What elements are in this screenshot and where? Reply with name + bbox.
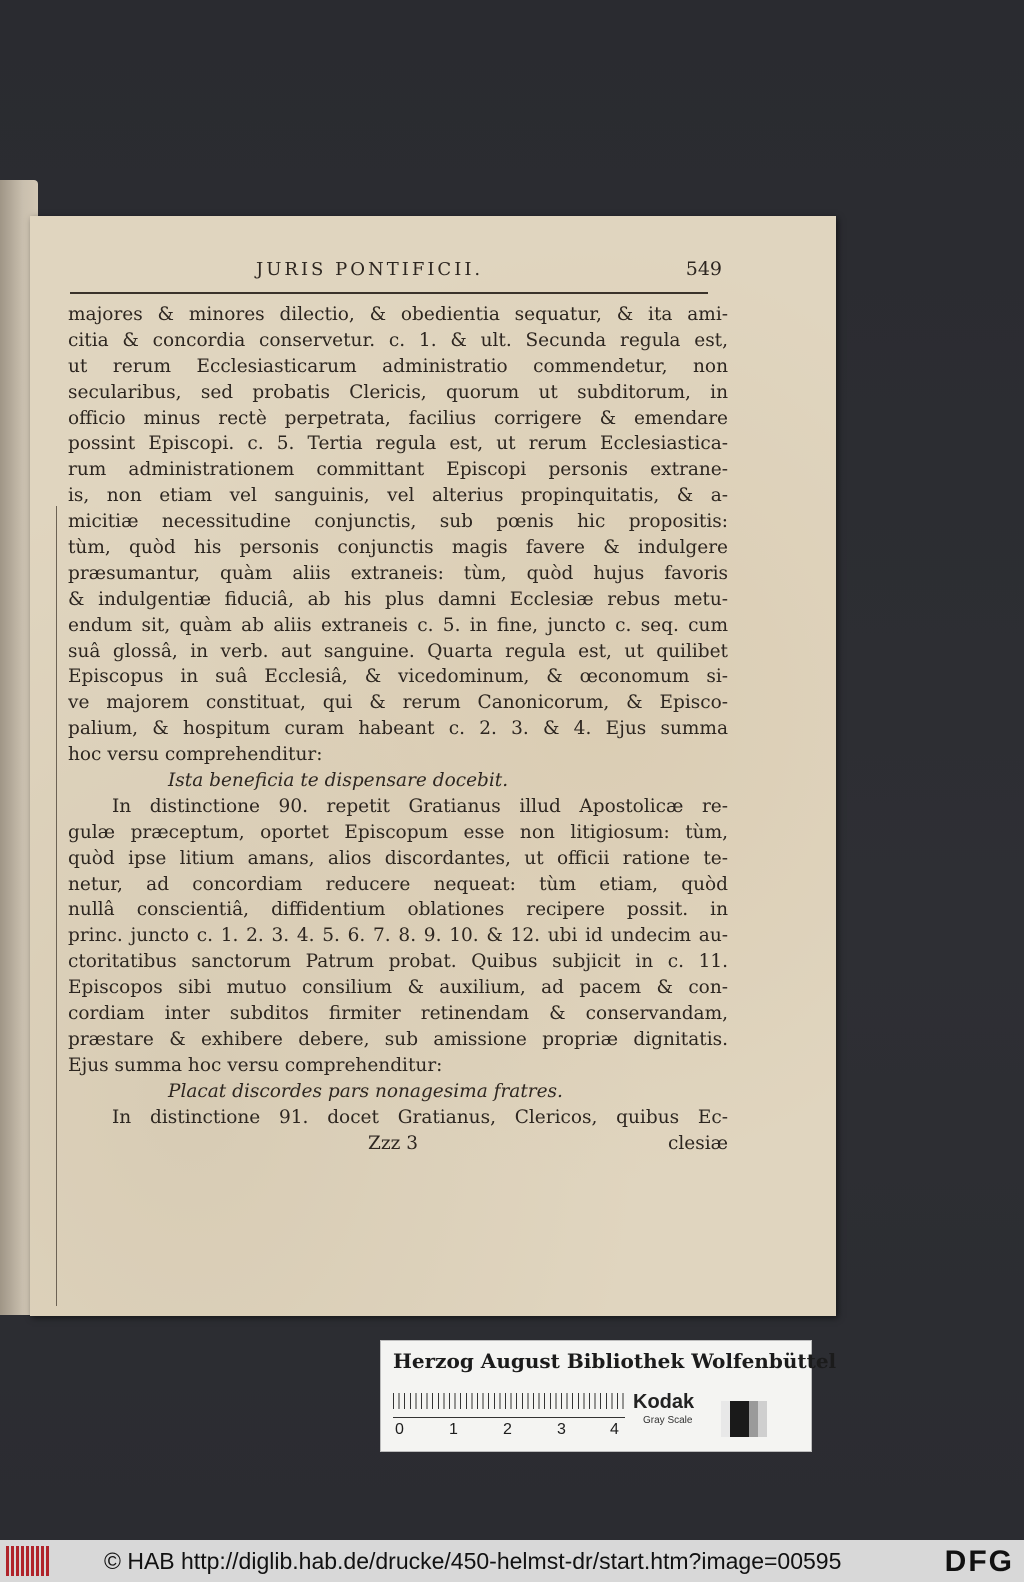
gutter-line xyxy=(56,506,57,1306)
text-line: hoc versu comprehenditur: xyxy=(68,744,323,766)
page-number: 549 xyxy=(685,258,722,280)
text-line: præstare & exhibere debere, sub amissione propriæ dignitatis. xyxy=(68,1028,728,1050)
text-line: In distinctione 91. docet Gratianus, Clericos, quibus Ec- xyxy=(112,1106,728,1128)
text-line: ctoritatibus sanctorum Patrum probat. Quibus subjicit in c. 11. xyxy=(68,951,728,973)
page-footer-line xyxy=(68,1131,728,1157)
book-page xyxy=(30,216,836,1316)
text-lines xyxy=(68,302,728,1131)
text-line: citia & concordia conservetur. c. 1. & ult. Secunda regula est, xyxy=(68,329,728,351)
kodak-subtitle: Gray Scale xyxy=(643,1415,693,1426)
signature-mark: Zzz 3 xyxy=(368,1132,418,1154)
text-line: Episcopus in suâ Ecclesiâ, & vicedominum, & œconomum si- xyxy=(68,666,728,688)
kodak-logo: Kodak xyxy=(633,1391,695,1413)
text-line: ut rerum Ecclesiasticarum administratio commendetur, non xyxy=(68,355,728,377)
page-header xyxy=(68,258,728,288)
text-line: Episcopos sibi mutuo consilium & auxilium, ad pacem & con- xyxy=(68,977,728,999)
text-line: In distinctione 90. repetit Gratianus illud Apostolicæ re- xyxy=(112,795,728,817)
text-line: ve majorem constituat, qui & rerum Canonicorum, & Episco- xyxy=(68,692,728,714)
text-line: princ. juncto c. 1. 2. 3. 4. 5. 6. 7. 8. 9. 10. & 12. ubi id undecim au- xyxy=(68,925,728,947)
text-line: suâ glossâ, in verb. aut sanguine. Quarta regula est, ut quilibet xyxy=(68,640,728,662)
footer-bar xyxy=(0,1540,1024,1582)
text-line: gulæ præceptum, oportet Episcopum esse non litigiosum: tùm, xyxy=(68,821,728,843)
verse-line: Placat discordes pars nonagesima fratres. xyxy=(168,1080,563,1102)
text-line: Ejus summa hoc versu comprehenditur: xyxy=(68,1054,443,1076)
running-head: JURIS PONTIFICII. xyxy=(256,259,484,280)
text-line: netur, ad concordiam reducere nequeat: tùm etiam, quòd xyxy=(68,873,728,895)
dfg-logo: DFG xyxy=(944,1545,1014,1578)
ruler-number: 4 xyxy=(610,1421,619,1438)
verse-line: Ista beneficia te dispensare docebit. xyxy=(168,770,509,792)
hab-barcode-icon xyxy=(6,1546,50,1576)
text-line: secularibus, sed probatis Clericis, quorum ut subditorum, in xyxy=(68,381,728,403)
ruler-numbers xyxy=(381,1421,631,1441)
text-line: & indulgentiæ fiduciâ, ab his plus damni Ecclesiæ rebus metu- xyxy=(68,588,728,610)
page-text-block xyxy=(68,258,728,1157)
footer-copyright-link[interactable]: © HAB http://diglib.hab.de/drucke/450-helmst-dr/start.htm?image=00595 xyxy=(104,1547,842,1574)
text-line: officio minus rectè perpetrata, facilius corrigere & emendare xyxy=(68,407,728,429)
text-line: is, non etiam vel sanguinis, vel alterius propinquitatis, & a- xyxy=(68,485,728,507)
text-line: rum administrationem committant Episcopi personis extrane- xyxy=(68,459,728,481)
library-name: Herzog August Bibliothek Wolfenbüttel xyxy=(393,1349,837,1373)
catchword: clesiæ xyxy=(667,1132,728,1154)
library-label-card xyxy=(380,1340,837,1452)
text-line: majores & minores dilectio, & obedientia sequatur, & ita ami- xyxy=(68,304,728,325)
header-rule xyxy=(70,292,708,294)
text-line: quòd ipse litium amans, alios discordantes, ut officii ratione te- xyxy=(68,847,728,869)
ruler-number: 3 xyxy=(557,1421,566,1438)
text-line: tùm, quòd his personis conjunctis magis favere & indulgere xyxy=(68,537,728,559)
ruler-baseline xyxy=(393,1417,625,1418)
text-line: endum sit, quàm ab aliis extraneis c. 5. in fine, juncto c. seq. cum xyxy=(68,614,728,636)
ruler-ticks xyxy=(393,1393,625,1417)
text-line: nullâ conscientiâ, diffidentium oblationes recipere possit. in xyxy=(68,899,728,921)
text-line: possint Episcopi. c. 5. Tertia regula est, ut rerum Ecclesiastica- xyxy=(68,433,728,455)
ruler-number: 0 xyxy=(395,1421,404,1438)
ruler-number: 1 xyxy=(449,1421,458,1438)
ruler-number: 2 xyxy=(503,1421,512,1438)
text-line: cordiam inter subditos firmiter retinendam & conservandam, xyxy=(68,1003,728,1025)
text-line: palium, & hospitum curam habeant c. 2. 3. & 4. Ejus summa xyxy=(68,718,728,740)
scale-ruler xyxy=(393,1393,625,1423)
gray-scale-patch xyxy=(721,1401,767,1437)
text-line: præsumantur, quàm aliis extraneis: tùm, quòd hujus favoris xyxy=(68,562,728,584)
text-line: micitiæ necessitudine conjunctis, sub pœnis hic propositis: xyxy=(68,511,728,533)
